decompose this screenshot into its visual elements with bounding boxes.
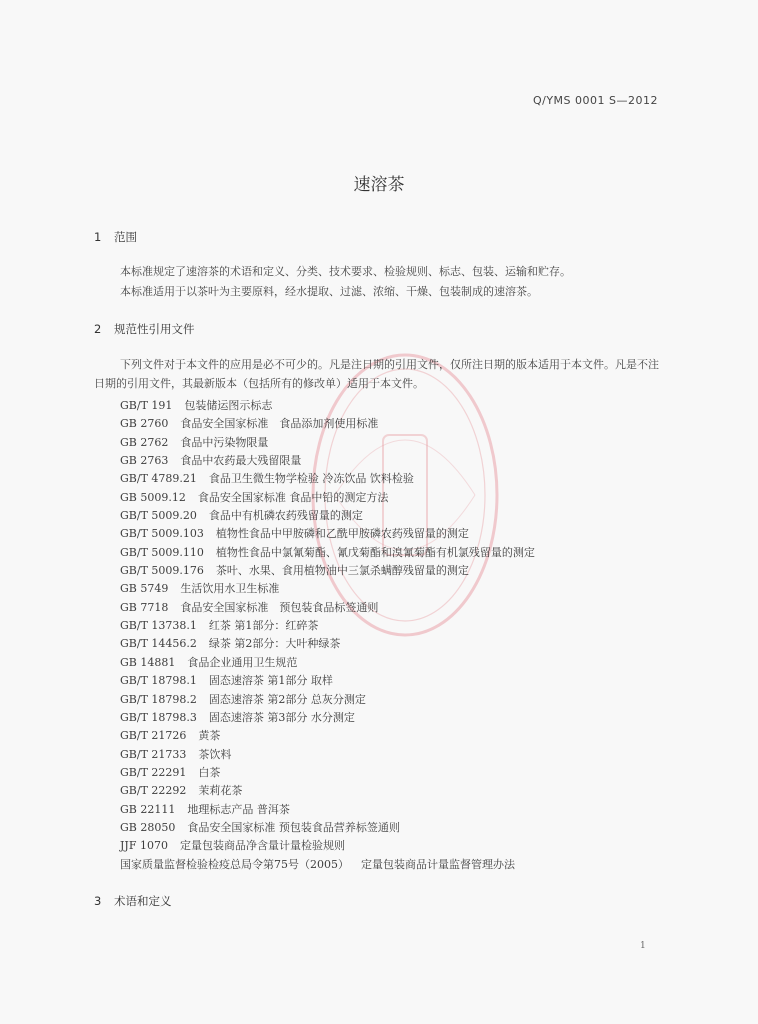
page-number: 1 (640, 941, 646, 951)
reference-title: 食品安全国家标准 食品添加剂使用标准 (180, 417, 379, 431)
reference-code: GB/T 18798.1 (120, 674, 197, 688)
reference-item (120, 746, 535, 764)
reference-title: 地理标志产品 普洱茶 (187, 802, 290, 816)
reference-item (120, 709, 535, 727)
reference-title: 食品安全国家标准 食品中铅的测定方法 (197, 490, 389, 504)
reference-item (120, 654, 535, 672)
reference-item (120, 580, 535, 598)
reference-item (120, 599, 535, 617)
reference-title: 茶叶、水果、食用植物油中三氯杀螨醇残留量的测定 (215, 564, 469, 578)
reference-code: GB/T 5009.20 (120, 509, 197, 523)
section-1-heading (94, 229, 137, 245)
reference-code: GB 5749 (120, 582, 169, 596)
reference-item (120, 562, 535, 580)
reference-code: GB/T 18798.2 (120, 692, 197, 706)
reference-title: 黄茶 (198, 729, 221, 743)
reference-title: 植物性食品中氯氰菊酯、氰戊菊酯和溴氰菊酯有机氯残留量的测定 (215, 545, 535, 559)
reference-title: 食品企业通用卫生规范 (187, 655, 298, 669)
reference-title: 红茶 第1部分：红碎茶 (208, 619, 319, 633)
reference-code: GB 14881 (120, 655, 176, 669)
reference-title: 定量包装商品净含量计量检验规则 (179, 839, 345, 853)
reference-code: GB 5009.12 (120, 490, 186, 504)
reference-title: 植物性食品中甲胺磷和乙酰甲胺磷农药残留量的测定 (215, 527, 469, 541)
reference-title: 茶饮料 (198, 747, 232, 761)
reference-title: 固态速溶茶 第2部分 总灰分测定 (208, 692, 366, 706)
reference-code: GB 2762 (120, 435, 169, 449)
reference-code: GB/T 21733 (120, 747, 187, 761)
reference-code: GB/T 22291 (120, 765, 187, 779)
references-intro: 下列文件对于本文件的应用是必不可少的。凡是注日期的引用文件，仅所注日期的版本适用于本文件。凡是不注日期的引用文件，其最新版本（包括所有的修改单）适用于本文件。 (94, 358, 659, 390)
reference-title: 固态速溶茶 第1部分 取样 (208, 674, 333, 688)
reference-title: 食品安全国家标准 预包装食品标签通则 (180, 600, 379, 614)
reference-item (120, 801, 535, 819)
reference-code: GB/T 5009.176 (120, 564, 204, 578)
reference-item (120, 691, 535, 709)
reference-item (120, 489, 535, 507)
reference-code: JJF 1070 (120, 839, 168, 853)
reference-item (120, 452, 535, 470)
reference-item (120, 782, 535, 800)
reference-item (120, 470, 535, 488)
reference-item (120, 635, 535, 653)
reference-code: GB 7718 (120, 600, 169, 614)
reference-title: 食品安全国家标准 预包装食品营养标签通则 (187, 820, 400, 834)
reference-title: 食品中农药最大残留限量 (180, 454, 302, 468)
section-number: 1 (94, 230, 102, 244)
reference-code: GB/T 14456.2 (120, 637, 197, 651)
reference-code: 国家质量监督检验检疫总局令第75号（2005） (120, 857, 349, 871)
document-title: 速溶茶 (353, 175, 405, 195)
reference-code: GB/T 191 (120, 399, 173, 412)
scope-paragraph-2: 本标准适用于以茶叶为主要原料，经水提取、过滤、浓缩、干燥、包装制成的速溶茶。 (120, 285, 538, 298)
reference-code: GB/T 21726 (120, 729, 187, 743)
reference-code: GB 2760 (120, 417, 169, 431)
section-number: 3 (94, 894, 102, 908)
reference-item (120, 672, 535, 690)
reference-item (120, 819, 535, 837)
reference-list (120, 397, 535, 874)
reference-title: 食品中有机磷农药残留量的测定 (208, 509, 363, 523)
section-title: 术语和定义 (114, 894, 172, 908)
reference-title: 食品中污染物限量 (180, 435, 269, 449)
reference-title: 包装储运图示标志 (184, 399, 273, 412)
section-3-heading (94, 893, 172, 909)
reference-code: GB 22111 (120, 802, 176, 816)
reference-item (120, 544, 535, 562)
reference-code: GB/T 13738.1 (120, 619, 197, 633)
section-title: 规范性引用文件 (114, 322, 195, 336)
reference-item (120, 856, 535, 874)
section-title: 范围 (114, 230, 137, 244)
reference-item (120, 397, 535, 415)
reference-title: 固态速溶茶 第3部分 水分测定 (208, 710, 355, 724)
section-number: 2 (94, 322, 102, 336)
scope-paragraph-1: 本标准规定了速溶茶的术语和定义、分类、技术要求、检验规则、标志、包装、运输和贮存。 (120, 265, 571, 278)
reference-item (120, 727, 535, 745)
reference-code: GB/T 22292 (120, 784, 187, 798)
reference-code: GB/T 18798.3 (120, 710, 197, 724)
reference-title: 白茶 (198, 765, 221, 779)
reference-code: GB 2763 (120, 454, 169, 468)
reference-title: 茉莉花茶 (198, 784, 243, 798)
reference-title: 绿茶 第2部分：大叶种绿茶 (208, 637, 341, 651)
reference-item (120, 764, 535, 782)
reference-code: GB/T 5009.103 (120, 527, 204, 541)
reference-code: GB/T 5009.110 (120, 545, 204, 559)
reference-title: 食品卫生微生物学检验 冷冻饮品 饮料检验 (208, 472, 414, 486)
standard-code: Q/YMS 0001 S—2012 (532, 94, 658, 107)
reference-title: 生活饮用水卫生标准 (180, 582, 280, 596)
reference-item (120, 415, 535, 433)
reference-item (120, 837, 535, 855)
section-2-heading (94, 321, 195, 337)
reference-code: GB 28050 (120, 820, 176, 834)
reference-title: 定量包装商品计量监督管理办法 (361, 857, 515, 871)
reference-item (120, 507, 535, 525)
reference-item (120, 434, 535, 452)
reference-item (120, 525, 535, 543)
reference-item (120, 617, 535, 635)
reference-code: GB/T 4789.21 (120, 472, 197, 486)
